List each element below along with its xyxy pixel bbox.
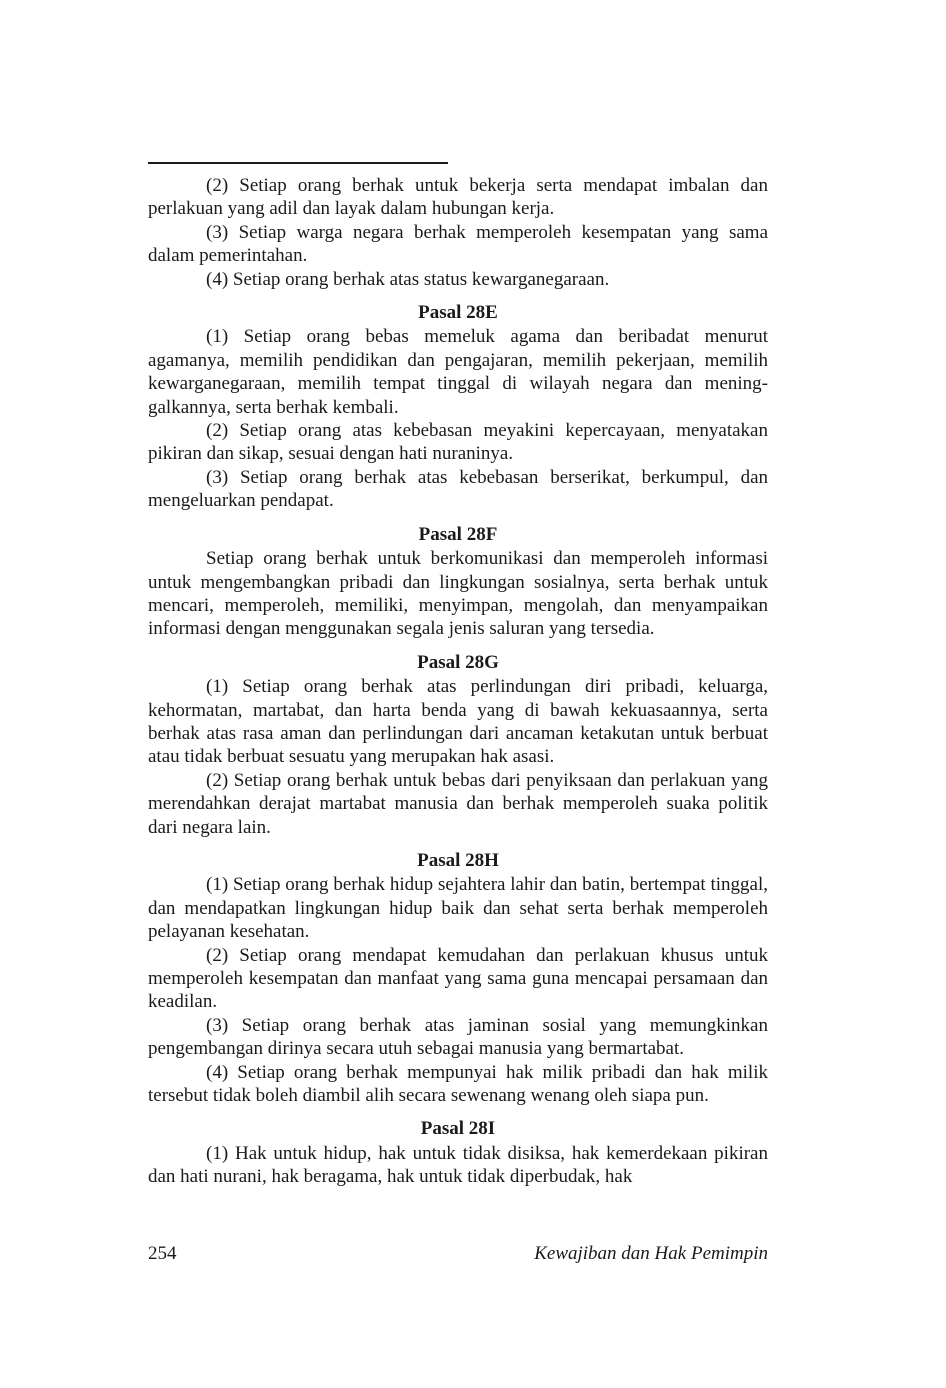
paragraph: (1) Setiap orang bebas memeluk agama dan beribadat menurut agamanya, memilih pendidikan dan pengajaran, memilih pekerjaan, memilih kewarganegaraan, memilih tempat tinggal di wilayah negara dan mening-galkannya, serta berhak kembali. xyxy=(148,326,768,418)
paragraph: Setiap orang berhak untuk berkomunikasi dan memperoleh informasi untuk mengembangkan pribadi dan lingkungan sosialnya, serta berhak untuk mencari, memperoleh, memiliki, menyimpan, mengolah, dan menyampaikan informasi dengan menggunakan segala jenis saluran yang tersedia. xyxy=(148,548,768,640)
paragraph: (2) Setiap orang berhak untuk bekerja serta mendapat imbalan dan perlakuan yang adil dan layak dalam hubungan kerja. xyxy=(148,175,768,220)
paragraph: (3) Setiap orang berhak atas kebebasan berserikat, berkumpul, dan mengeluarkan pendapat. xyxy=(148,466,768,512)
paragraph: (4) Setiap orang berhak mempunyai hak milik pribadi dan hak milik tersebut tidak boleh diambil alih secara sewenang wenang oleh siapa pun. xyxy=(148,1061,768,1107)
page-number: 254 xyxy=(148,1243,177,1264)
page-body xyxy=(148,162,768,1189)
section-title: Pasal 28I xyxy=(420,1118,496,1140)
section-pasal-28i xyxy=(148,1117,768,1188)
separator-rule xyxy=(148,162,448,164)
paragraph: (2) Setiap orang atas kebebasan meyakini kepercayaan, menyatakan pikiran dan sikap, sesuai dengan hati nuraninya. xyxy=(148,420,768,465)
paragraph: (3) Setiap warga negara berhak memperoleh kesempatan yang sama dalam pemerintahan. xyxy=(148,221,768,267)
section-pasal-28f xyxy=(148,523,768,641)
section-pasal-28h xyxy=(148,849,768,1107)
paragraph: (4) Setiap orang berhak atas status kewarganegaraan. xyxy=(206,268,610,290)
section-pasal-28e xyxy=(148,301,768,513)
section-pasal-28g xyxy=(148,651,768,839)
section-title: Pasal 28E xyxy=(418,302,498,324)
running-title: Kewajiban dan Hak Pemimpin xyxy=(534,1243,768,1264)
section-title: Pasal 28H xyxy=(417,849,499,871)
paragraph: (1) Setiap orang berhak hidup sejahtera lahir dan batin, bertempat tinggal, dan mendapatkan lingkungan hidup baik dan sehat serta berhak memperoleh pelayanan kesehatan. xyxy=(148,874,768,943)
paragraph: (1) Setiap orang berhak atas perlindungan diri pribadi, keluarga, kehormatan, martabat, dan harta benda yang di bawah kekuasaannya, serta berhak atas rasa aman dan perlindungan dari ancaman ketakutan untuk berbuat atau tidak berbuat sesuatu yang merupakan hak asasi. xyxy=(148,676,768,768)
intro-block xyxy=(148,174,768,291)
section-title: Pasal 28G xyxy=(417,651,499,673)
paragraph: (3) Setiap orang berhak atas jaminan sosial yang memungkinkan pengembangan dirinya secara utuh sebagai manusia yang bermartabat. xyxy=(148,1014,768,1060)
section-title: Pasal 28F xyxy=(418,523,498,545)
paragraph: (2) Setiap orang mendapat kemudahan dan perlakuan khusus untuk memperoleh kesempatan dan manfaat yang sama guna mencapai persamaan dan keadilan. xyxy=(148,944,768,1013)
paragraph: (1) Hak untuk hidup, hak untuk tidak disiksa, hak kemerdekaan pikiran dan hati nurani, hak beragama, hak untuk tidak diperbudak, hak xyxy=(148,1142,768,1188)
paragraph: (2) Setiap orang berhak untuk bebas dari penyiksaan dan perlakuan yang merendahkan derajat martabat manusia dan berhak memperoleh suaka politik dari negara lain. xyxy=(148,769,768,838)
